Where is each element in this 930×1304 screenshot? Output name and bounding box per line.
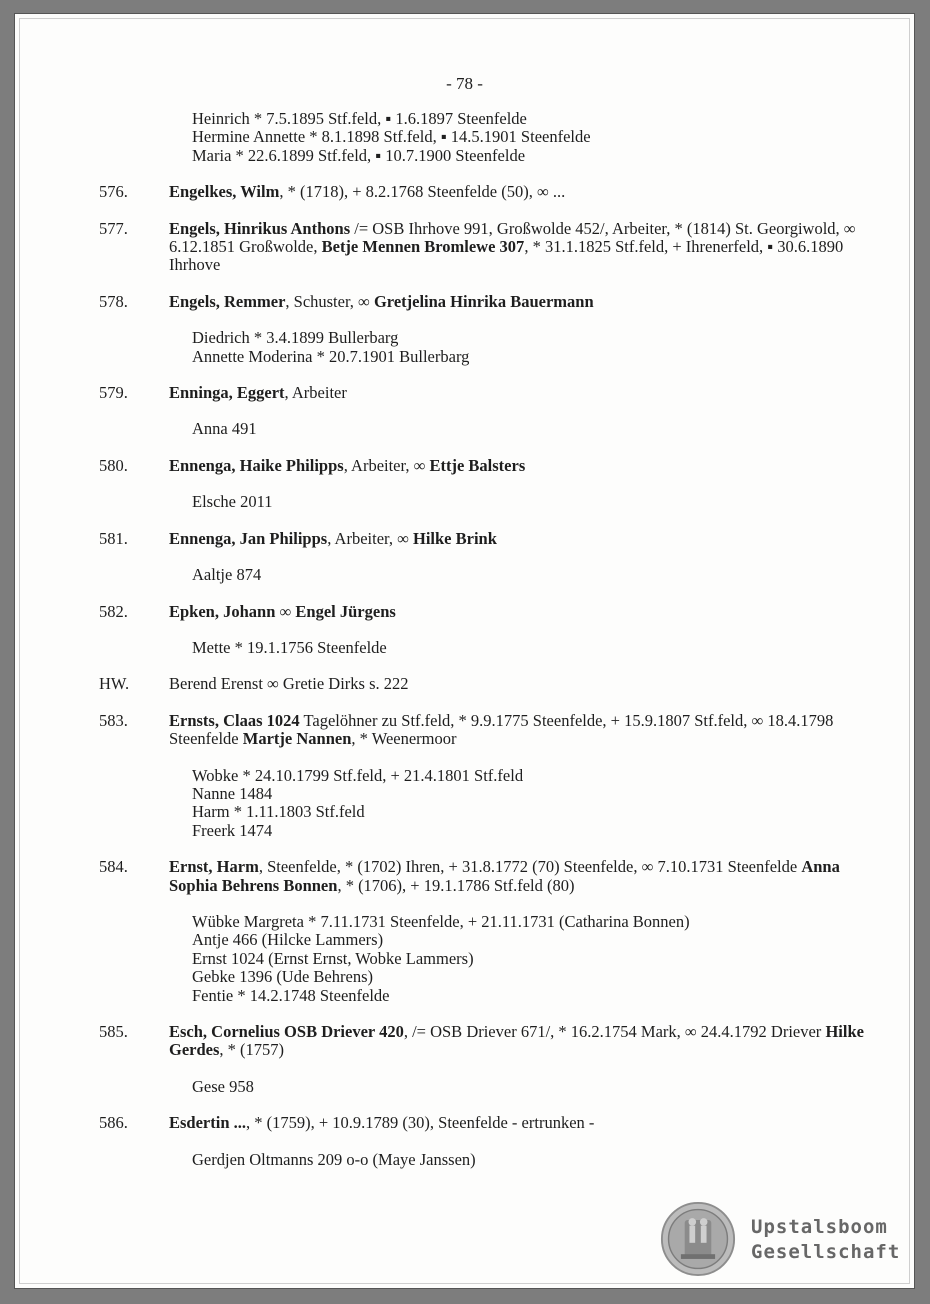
entry-text <box>169 293 889 311</box>
person-name: Esdertin ... <box>169 1113 247 1133</box>
entry-details: , * Weenermoor <box>351 729 457 749</box>
child-line: Wobke * 24.10.1799 Stf.feld, + 21.4.1801 Stf.feld <box>192 765 524 785</box>
entry-details: , * (1757) <box>219 1040 285 1060</box>
entry-number: 584. <box>99 857 128 877</box>
entry-details: , Schuster, ∞ <box>285 291 374 311</box>
child-line: Diedrich * 3.4.1899 Bullerbarg <box>192 328 399 348</box>
seal-icon <box>660 1201 736 1277</box>
entry-text <box>169 858 889 895</box>
child-line: Nanne 1484 <box>192 783 273 803</box>
register-content <box>99 110 889 1169</box>
entry-details: , Arbeiter, ∞ <box>343 455 430 475</box>
child-line: Gese 958 <box>192 1076 254 1096</box>
entry-text <box>169 1023 889 1060</box>
person-name: Ennenga, Jan Philipps <box>169 528 328 548</box>
spouse-name: Ettje Balsters <box>429 455 526 475</box>
spouse-name: Engel Jürgens <box>295 601 396 621</box>
person-name: Engels, Hinrikus Anthons <box>169 218 351 238</box>
children-list <box>99 566 889 584</box>
page-number: - 78 - <box>446 74 483 93</box>
brand-line-1: Upstalsboom <box>751 1216 888 1238</box>
entry-number: 582. <box>99 601 128 621</box>
spouse-name: Betje Mennen Bromlewe 307 <box>321 237 525 257</box>
entry-579 <box>99 384 889 402</box>
entry-585 <box>99 1023 889 1060</box>
children-list <box>99 639 889 657</box>
entry-number: 579. <box>99 383 128 403</box>
entry-text <box>169 1114 889 1132</box>
child-line: Gebke 1396 (Ude Behrens) <box>192 967 373 987</box>
entry-number: 580. <box>99 455 128 475</box>
entry-number: 586. <box>99 1113 128 1133</box>
person-name: Engels, Remmer <box>169 291 286 311</box>
entry-text: Berend Erenst ∞ Gretie Dirks s. 222 <box>169 674 409 694</box>
entry-number: 583. <box>99 710 128 730</box>
person-name: Ernsts, Claas 1024 <box>169 710 300 730</box>
entry-details: , Arbeiter <box>284 383 347 403</box>
entry-text <box>169 603 889 621</box>
entry-details: Tagelöhner zu Stf.feld, * 9.9.1775 Steenfelde, + 15.9.1807 Stf.feld, ∞ 18.4.1798 Steenfelde <box>169 710 834 749</box>
society-brand <box>751 1215 900 1265</box>
person-name: Enninga, Eggert <box>169 383 285 403</box>
children-list <box>99 420 889 438</box>
child-line: Mette * 19.1.1756 Steenfelde <box>192 637 387 657</box>
children-list <box>99 1151 889 1169</box>
entry-586 <box>99 1114 889 1132</box>
entry-text <box>169 183 889 201</box>
entry-584 <box>99 858 889 895</box>
spouse-name: Hilke Gerdes <box>169 1022 864 1060</box>
entry-577 <box>99 220 889 275</box>
entry-number: HW. <box>99 674 130 694</box>
child-line: Fentie * 14.2.1748 Steenfelde <box>192 985 390 1005</box>
entry-580 <box>99 457 889 475</box>
entry-details: ∞ <box>275 601 296 621</box>
child-line: Harm * 1.11.1803 Stf.feld <box>192 802 365 822</box>
children-list <box>99 493 889 511</box>
entry-578 <box>99 293 889 311</box>
spouse-name: Martje Nannen <box>242 729 352 749</box>
entry-text <box>169 384 889 402</box>
child-line: Heinrich * 7.5.1895 Stf.feld, ▪ 1.6.1897 Steenfelde <box>192 109 527 128</box>
entry-number: 581. <box>99 528 128 548</box>
child-line: Annette Moderina * 20.7.1901 Bullerbarg <box>192 346 470 366</box>
entry-details: , * (1759), + 10.9.1789 (30), Steenfelde - ertrunken - <box>246 1113 595 1133</box>
entry-number: 576. <box>99 182 128 202</box>
children-list <box>99 913 889 1005</box>
person-name: Ernst, Harm <box>169 857 259 877</box>
child-line: Maria * 22.6.1899 Stf.feld, ▪ 10.7.1900 Steenfelde <box>192 145 526 165</box>
entry-details: , * (1718), + 8.2.1768 Steenfelde (50), ∞ ... <box>279 182 566 202</box>
person-name: Epken, Johann <box>169 601 276 621</box>
entry-details: /= OSB Ihrhove 991, Großwolde 452/, Arbeiter, * (1814) St. Georgiwold, ∞ 6.12.1851 Großwolde, <box>169 218 856 257</box>
entry-581 <box>99 530 889 548</box>
child-line: Wübke Margreta * 7.11.1731 Steenfelde, + 21.11.1731 (Catharina Bonnen) <box>192 911 690 931</box>
continued-children <box>99 110 889 165</box>
entry-number: 578. <box>99 291 128 311</box>
person-name: Engelkes, Wilm <box>169 182 280 202</box>
entry-details: , * (1706), + 19.1.1786 Stf.feld (80) <box>337 875 575 895</box>
child-line: Elsche 2011 <box>192 492 273 512</box>
entry-583 <box>99 712 889 749</box>
entry-number: 577. <box>99 218 128 238</box>
child-line: Antje 466 (Hilcke Lammers) <box>192 930 384 950</box>
entry-hw <box>99 675 889 693</box>
spouse-name: Anna Sophia Behrens Bonnen <box>169 857 840 895</box>
society-seal <box>660 1201 736 1282</box>
entry-582 <box>99 603 889 621</box>
children-list <box>99 767 889 841</box>
entry-details: , Steenfelde, * (1702) Ihren, + 31.8.1772 (70) Steenfelde, ∞ 7.10.1731 Steenfelde <box>258 857 802 877</box>
entry-details: , Arbeiter, ∞ <box>327 528 413 548</box>
child-line: Anna 491 <box>192 419 257 439</box>
document-page <box>14 13 915 1289</box>
person-name: Esch, Cornelius OSB Driever 420 <box>169 1022 404 1041</box>
child-line: Freerk 1474 <box>192 820 273 840</box>
child-line: Aaltje 874 <box>192 565 262 585</box>
entry-text <box>169 220 889 275</box>
person-name: Ennenga, Haike Philipps <box>169 455 344 475</box>
entry-details: , /= OSB Driever 671/, * 16.2.1754 Mark, ∞ 24.4.1792 Driever <box>403 1022 826 1041</box>
entry-number: 585. <box>99 1022 128 1041</box>
child-line: Gerdjen Oltmanns 209 o-o (Maye Janssen) <box>192 1149 476 1169</box>
entry-text <box>169 457 889 475</box>
children-list <box>99 1078 889 1096</box>
child-line: Ernst 1024 (Ernst Ernst, Wobke Lammers) <box>192 948 474 968</box>
brand-line-2: Gesellschaft <box>751 1241 901 1263</box>
children-list <box>99 329 889 366</box>
child-line: Hermine Annette * 8.1.1898 Stf.feld, ▪ 14.5.1901 Steenfelde <box>192 127 591 147</box>
spouse-name: Gretjelina Hinrika Bauermann <box>373 291 594 311</box>
entry-text <box>169 712 889 749</box>
entry-details: , * 31.1.1825 Stf.feld, + Ihrenerfeld, ▪ 30.6.1890 Ihrhove <box>169 237 844 275</box>
entry-576 <box>99 183 889 201</box>
spouse-name: Hilke Brink <box>413 528 497 548</box>
entry-text <box>169 530 889 548</box>
